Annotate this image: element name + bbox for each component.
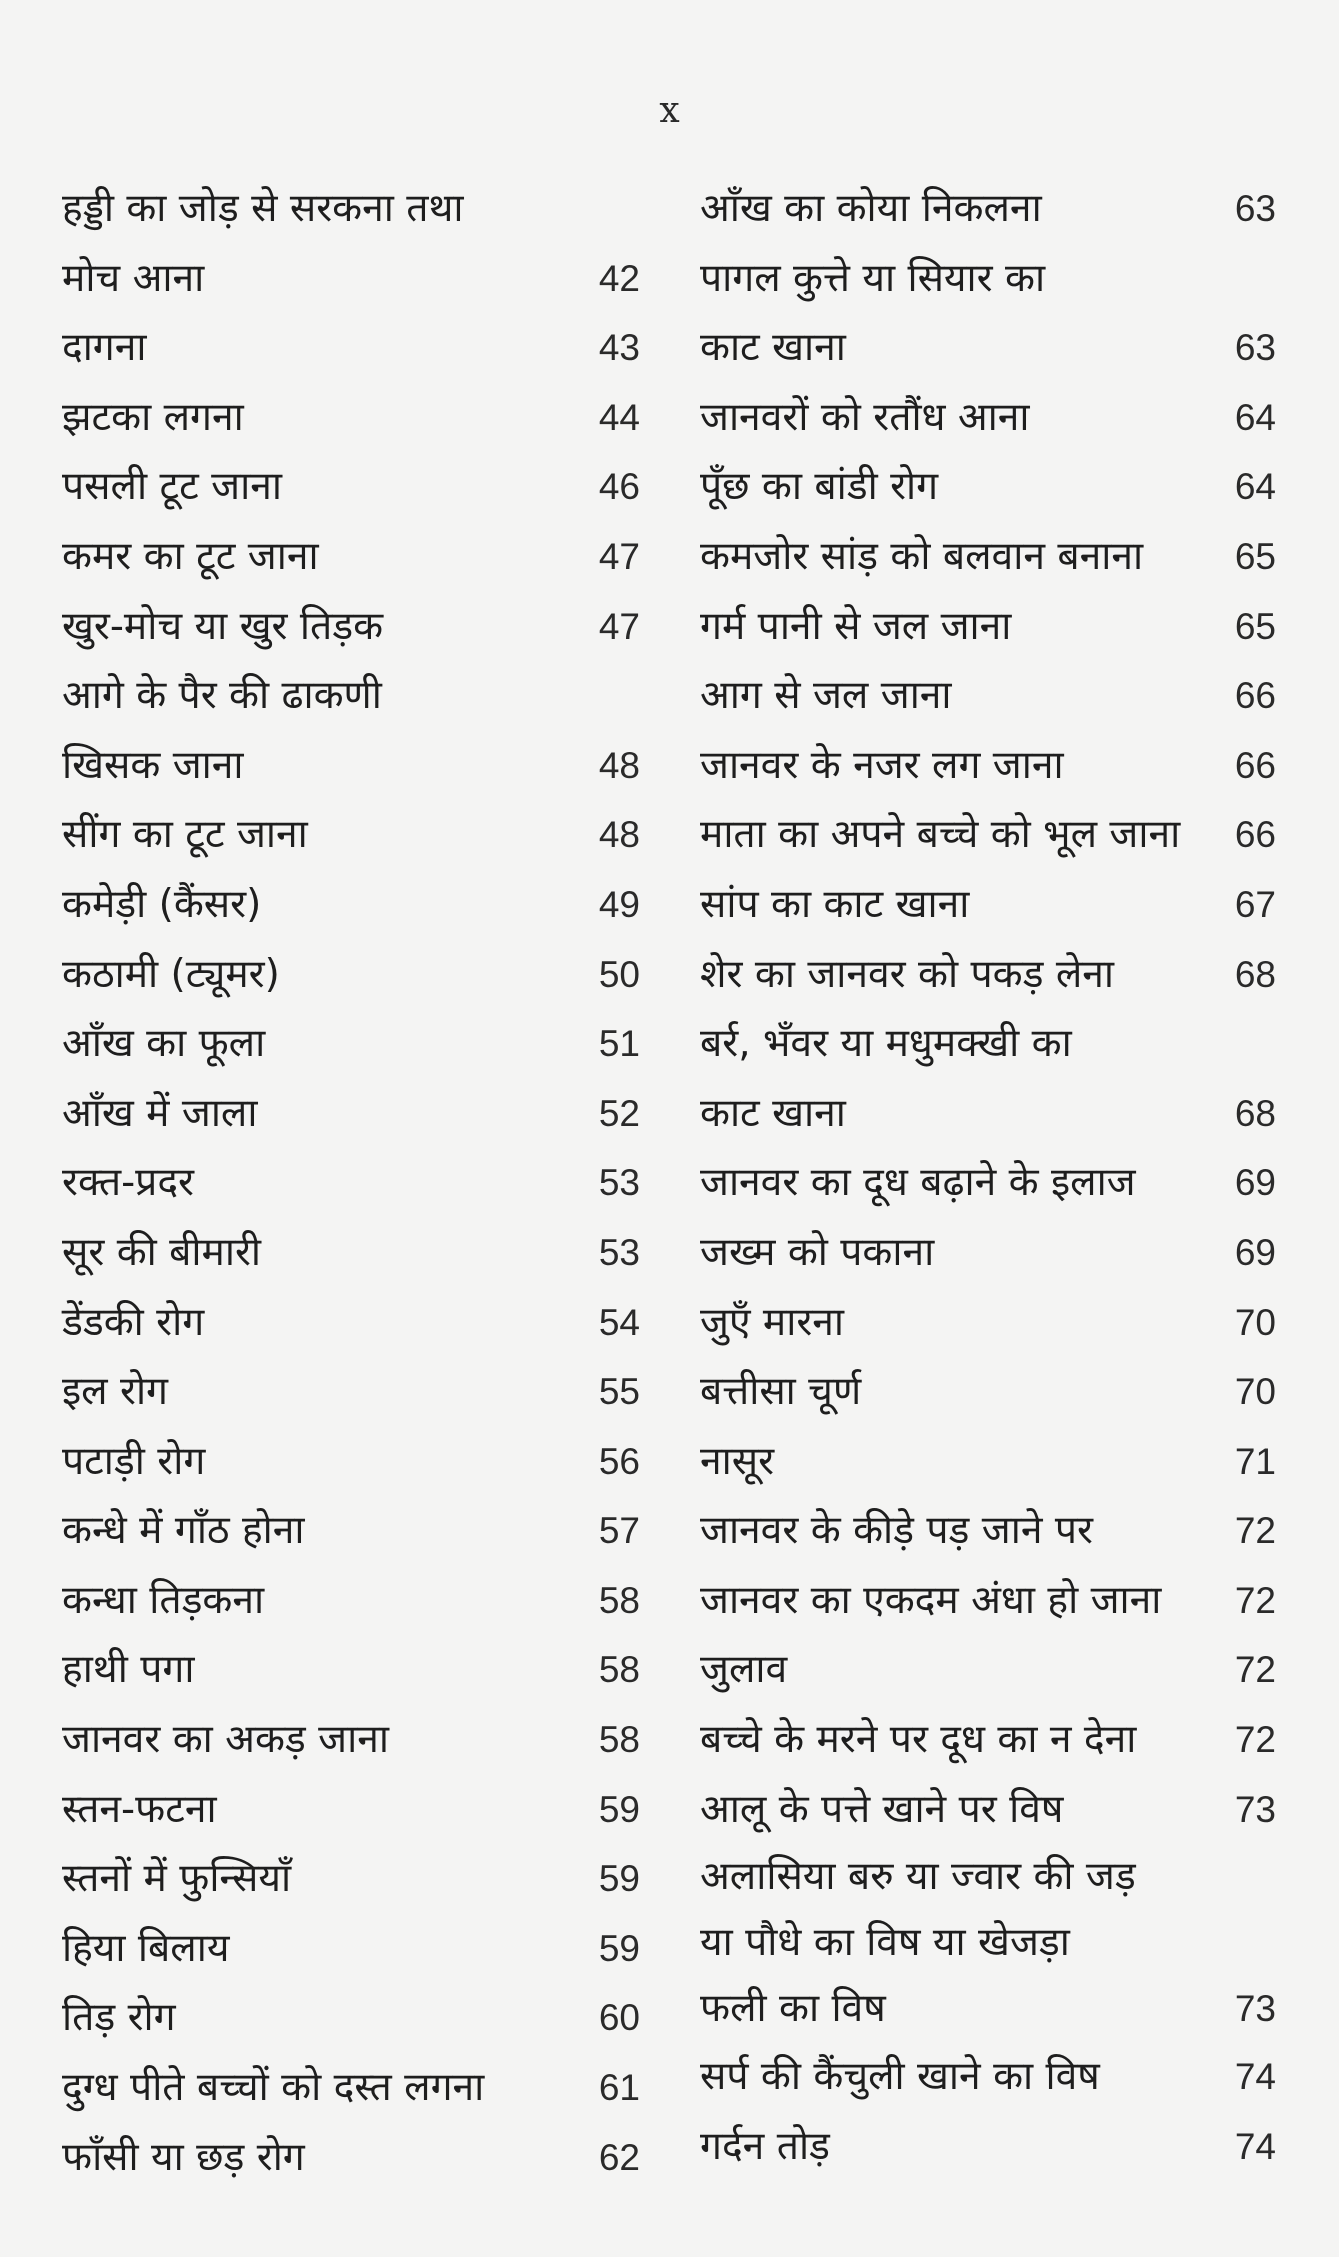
toc-entry (62, 1635, 640, 1705)
toc-entry-title: आलू के पत्ते खाने पर विष (700, 1786, 1064, 1832)
toc-entry-title: आँख में जाला (62, 1090, 258, 1136)
toc-entry-page: 64 (1234, 466, 1276, 508)
toc-entry (700, 800, 1276, 870)
toc-entry-page: 54 (598, 1301, 640, 1343)
toc-entry-page: 44 (598, 396, 640, 438)
toc-entry-page: 51 (598, 1023, 640, 1065)
toc-entry-page: 64 (1234, 396, 1276, 438)
toc-entry-title: कमर का टूट जाना (62, 533, 319, 579)
toc-entry (700, 1910, 1276, 1976)
toc-entry-page: 46 (598, 466, 640, 508)
toc-entry-page: 69 (1234, 1231, 1276, 1273)
toc-entry-title: बर्र, भँवर या मधुमक्खी का (700, 1021, 1072, 1067)
toc-entry-page: 62 (598, 2136, 640, 2178)
toc-entry-page: 65 (1234, 605, 1276, 647)
toc-entry (62, 870, 640, 940)
toc-entry (700, 1496, 1276, 1566)
toc-entry (700, 383, 1276, 453)
toc-left-column (62, 174, 640, 2192)
toc-entry-page: 60 (598, 1997, 640, 2039)
toc-entry-page: 66 (1234, 744, 1276, 786)
toc-entry (62, 1148, 640, 1218)
toc-entry-page: 71 (1234, 1440, 1276, 1482)
toc-entry-page: 68 (1234, 1092, 1276, 1134)
toc-entry (700, 2112, 1276, 2182)
toc-entry-title: हाथी पगा (62, 1647, 195, 1693)
toc-entry-page: 66 (1234, 675, 1276, 717)
toc-entry (62, 522, 640, 592)
toc-entry (62, 174, 640, 244)
toc-entry (62, 661, 640, 731)
toc-entry-title: इल रोग (62, 1369, 168, 1415)
toc-entry-page: 59 (598, 1858, 640, 1900)
toc-entry (62, 1566, 640, 1636)
toc-entry (62, 800, 640, 870)
toc-entry (700, 731, 1276, 801)
toc-entry-title: जानवरों को रतौंध आना (700, 394, 1030, 440)
toc-entry-page: 55 (598, 1371, 640, 1413)
toc-entry (62, 731, 640, 801)
toc-entry-title: रक्त-प्रदर (62, 1160, 195, 1206)
toc-entry-title: झटका लगना (62, 394, 244, 440)
toc-entry (700, 452, 1276, 522)
toc-entry-title: गर्म पानी से जल जाना (700, 603, 1012, 649)
toc-entry-page: 50 (598, 953, 640, 995)
toc-entry-page: 42 (598, 257, 640, 299)
toc-entry-title: कमेड़ी (कैंसर) (62, 881, 262, 927)
toc-entry (62, 1914, 640, 1984)
toc-entry-page: 73 (1234, 1788, 1276, 1830)
toc-entry-title: या पौधे का विष या खेजड़ा (700, 1920, 1070, 1966)
toc-entry-title: आँख का कोया निकलना (700, 186, 1042, 231)
toc-entry (700, 2042, 1276, 2112)
toc-entry-title: जानवर का एकदम अंधा हो जाना (700, 1577, 1162, 1623)
toc-entry-title: कठामी (ट्यूमर) (62, 951, 280, 997)
toc-entry-page: 63 (1234, 188, 1276, 229)
page-number: x (659, 90, 680, 131)
toc-entry-title: शेर का जानवर को पकड़ लेना (700, 951, 1115, 997)
toc-entry-title: जानवर के कीड़े पड़ जाने पर (700, 1508, 1093, 1554)
toc-entry (700, 522, 1276, 592)
toc-entry-title: जानवर का अकड़ जाना (62, 1717, 389, 1763)
toc-entry-title: सींग का टूट जाना (62, 812, 308, 858)
toc-entry-page: 48 (598, 744, 640, 786)
toc-entry-title: काट खाना (700, 325, 846, 371)
toc-entry-title: पटाड़ी रोग (62, 1438, 206, 1484)
toc-entry (700, 1566, 1276, 1636)
toc-entry-title: जुलाव (700, 1647, 788, 1693)
toc-entry-page: 70 (1234, 1371, 1276, 1413)
toc-entry (62, 940, 640, 1010)
toc-entry-title: बच्चे के मरने पर दूध का न देना (700, 1717, 1137, 1763)
toc-entry (62, 452, 640, 522)
toc-entry (62, 2053, 640, 2123)
toc-entry-page: 47 (598, 535, 640, 577)
toc-entry-page: 68 (1234, 953, 1276, 995)
toc-entry-page: 47 (598, 605, 640, 647)
toc-entry (700, 592, 1276, 662)
toc-entry-page: 65 (1234, 535, 1276, 577)
toc-entry-page: 48 (598, 814, 640, 856)
toc-entry-title: आग से जल जाना (700, 673, 952, 719)
toc-entry-page: 58 (598, 1649, 640, 1691)
toc-entry-title: दुग्ध पीते बच्चों को दस्त लगना (62, 2065, 485, 2111)
toc-entry (700, 1009, 1276, 1079)
toc-entry (700, 1148, 1276, 1218)
toc-entry-page: 49 (598, 883, 640, 925)
toc-entry (700, 661, 1276, 731)
toc-entry-page: 58 (598, 1719, 640, 1761)
toc-entry-page: 74 (1234, 2056, 1276, 2098)
toc-entry-title: सांप का काट खाना (700, 881, 970, 927)
toc-entry-page: 74 (1234, 2125, 1276, 2167)
toc-entry-title: हिया बिलाय (62, 1925, 230, 1971)
toc-entry-title: स्तन-फटना (62, 1786, 217, 1832)
toc-entry-page: 61 (598, 2067, 640, 2109)
toc-entry-title: खुर-मोच या खुर तिड़क (62, 603, 384, 649)
toc-entry (62, 2123, 640, 2193)
toc-entry-page: 56 (598, 1440, 640, 1482)
toc-entry-title: गर्दन तोड़ (700, 2123, 830, 2169)
toc-entry-page: 53 (598, 1231, 640, 1273)
toc-entry-page: 43 (598, 327, 640, 369)
toc-entry-page: 70 (1234, 1301, 1276, 1343)
toc-entry (62, 383, 640, 453)
toc-entry-title: पूँछ का बांडी रोग (700, 464, 939, 510)
toc-entry (62, 1844, 640, 1914)
toc-entry-title: पागल कुत्ते या सियार का (700, 255, 1046, 301)
toc-entry (700, 1357, 1276, 1427)
toc-entry-title: काट खाना (700, 1090, 846, 1136)
toc-entry-title: डेंडकी रोग (62, 1299, 205, 1345)
toc-entry-page: 63 (1234, 327, 1276, 369)
toc-entry (62, 1079, 640, 1149)
toc-entry-page: 72 (1234, 1719, 1276, 1761)
toc-entry (700, 1079, 1276, 1149)
toc-entry-page: 52 (598, 1092, 640, 1134)
toc-entry-page: 59 (598, 1788, 640, 1830)
toc-entry (62, 1983, 640, 2053)
toc-entry-title: अलासिया बरु या ज्वार की जड़ (700, 1854, 1136, 1900)
toc-entry (62, 1288, 640, 1358)
toc-entry-title: जख्म को पकाना (700, 1229, 935, 1275)
toc-entry-title: कन्धे में गाँठ होना (62, 1508, 305, 1554)
toc-entry-title: नासूर (700, 1438, 775, 1484)
toc-entry-page: 66 (1234, 814, 1276, 856)
toc-entry-page: 72 (1234, 1649, 1276, 1691)
toc-entry-page: 57 (598, 1510, 640, 1552)
toc-entry-title: सर्प की कैंचुली खाने का विष (700, 2054, 1100, 2100)
toc-entry-page: 72 (1234, 1510, 1276, 1552)
toc-entry-page: 72 (1234, 1579, 1276, 1621)
toc-entry-title: आँख का फूला (62, 1021, 266, 1067)
toc-entry-title: दागना (62, 325, 147, 371)
toc-entry-title: फाँसी या छड़ रोग (62, 2134, 305, 2180)
toc-entry-page: 59 (598, 1927, 640, 1969)
toc-entry-title: जुएँ मारना (700, 1299, 845, 1345)
toc-entry (62, 592, 640, 662)
toc-entry (700, 174, 1276, 244)
toc-entry-title: हड्डी का जोड़ से सरकना तथा (62, 186, 464, 231)
toc-entry (700, 1976, 1276, 2042)
toc-entry-title: सूर की बीमारी (62, 1229, 262, 1275)
toc-entry-page: 69 (1234, 1162, 1276, 1204)
toc-entry-page: 58 (598, 1579, 640, 1621)
toc-entry-title: जानवर का दूध बढ़ाने के इलाज (700, 1160, 1136, 1206)
toc-entry (700, 1705, 1276, 1775)
toc-entry (62, 1357, 640, 1427)
toc-entry-title: बत्तीसा चूर्ण (700, 1369, 862, 1415)
toc-entry (700, 1844, 1276, 1910)
toc-entry-title: मोच आना (62, 255, 205, 301)
toc-entry (62, 1009, 640, 1079)
toc-entry-title: पसली टूट जाना (62, 464, 282, 510)
toc-entry (700, 870, 1276, 940)
toc-entry-page: 73 (1234, 1988, 1276, 2030)
toc-entry-title: कमजोर सांड़ को बलवान बनाना (700, 533, 1144, 579)
toc-entry (62, 1427, 640, 1497)
toc-entry-page: 53 (598, 1162, 640, 1204)
toc-entry-title: फली का विष (700, 1986, 886, 2032)
toc-right-column (700, 174, 1276, 2181)
toc-entry (62, 1218, 640, 1288)
toc-entry (700, 940, 1276, 1010)
toc-entry (700, 313, 1276, 383)
toc-entry-title: जानवर के नजर लग जाना (700, 742, 1064, 788)
toc-entry (700, 1288, 1276, 1358)
toc-entry-title: आगे के पैर की ढाकणी (62, 673, 382, 719)
toc-entry-title: तिड़ रोग (62, 1995, 176, 2041)
toc-entry-title: स्तनों में फुन्सियाँ (62, 1856, 292, 1902)
toc-entry (700, 244, 1276, 314)
toc-entry (62, 1775, 640, 1845)
toc-entry (62, 1496, 640, 1566)
toc-entry-title: खिसक जाना (62, 742, 244, 788)
toc-entry (62, 244, 640, 314)
toc-entry (700, 1218, 1276, 1288)
toc-entry (700, 1427, 1276, 1497)
toc-entry (700, 1775, 1276, 1845)
toc-entry (700, 1635, 1276, 1705)
toc-entry-page: 67 (1234, 883, 1276, 925)
toc-entry (62, 1705, 640, 1775)
toc-entry (62, 313, 640, 383)
toc-entry-title: माता का अपने बच्चे को भूल जाना (700, 812, 1181, 858)
toc-entry-title: कन्धा तिड़कना (62, 1577, 265, 1623)
